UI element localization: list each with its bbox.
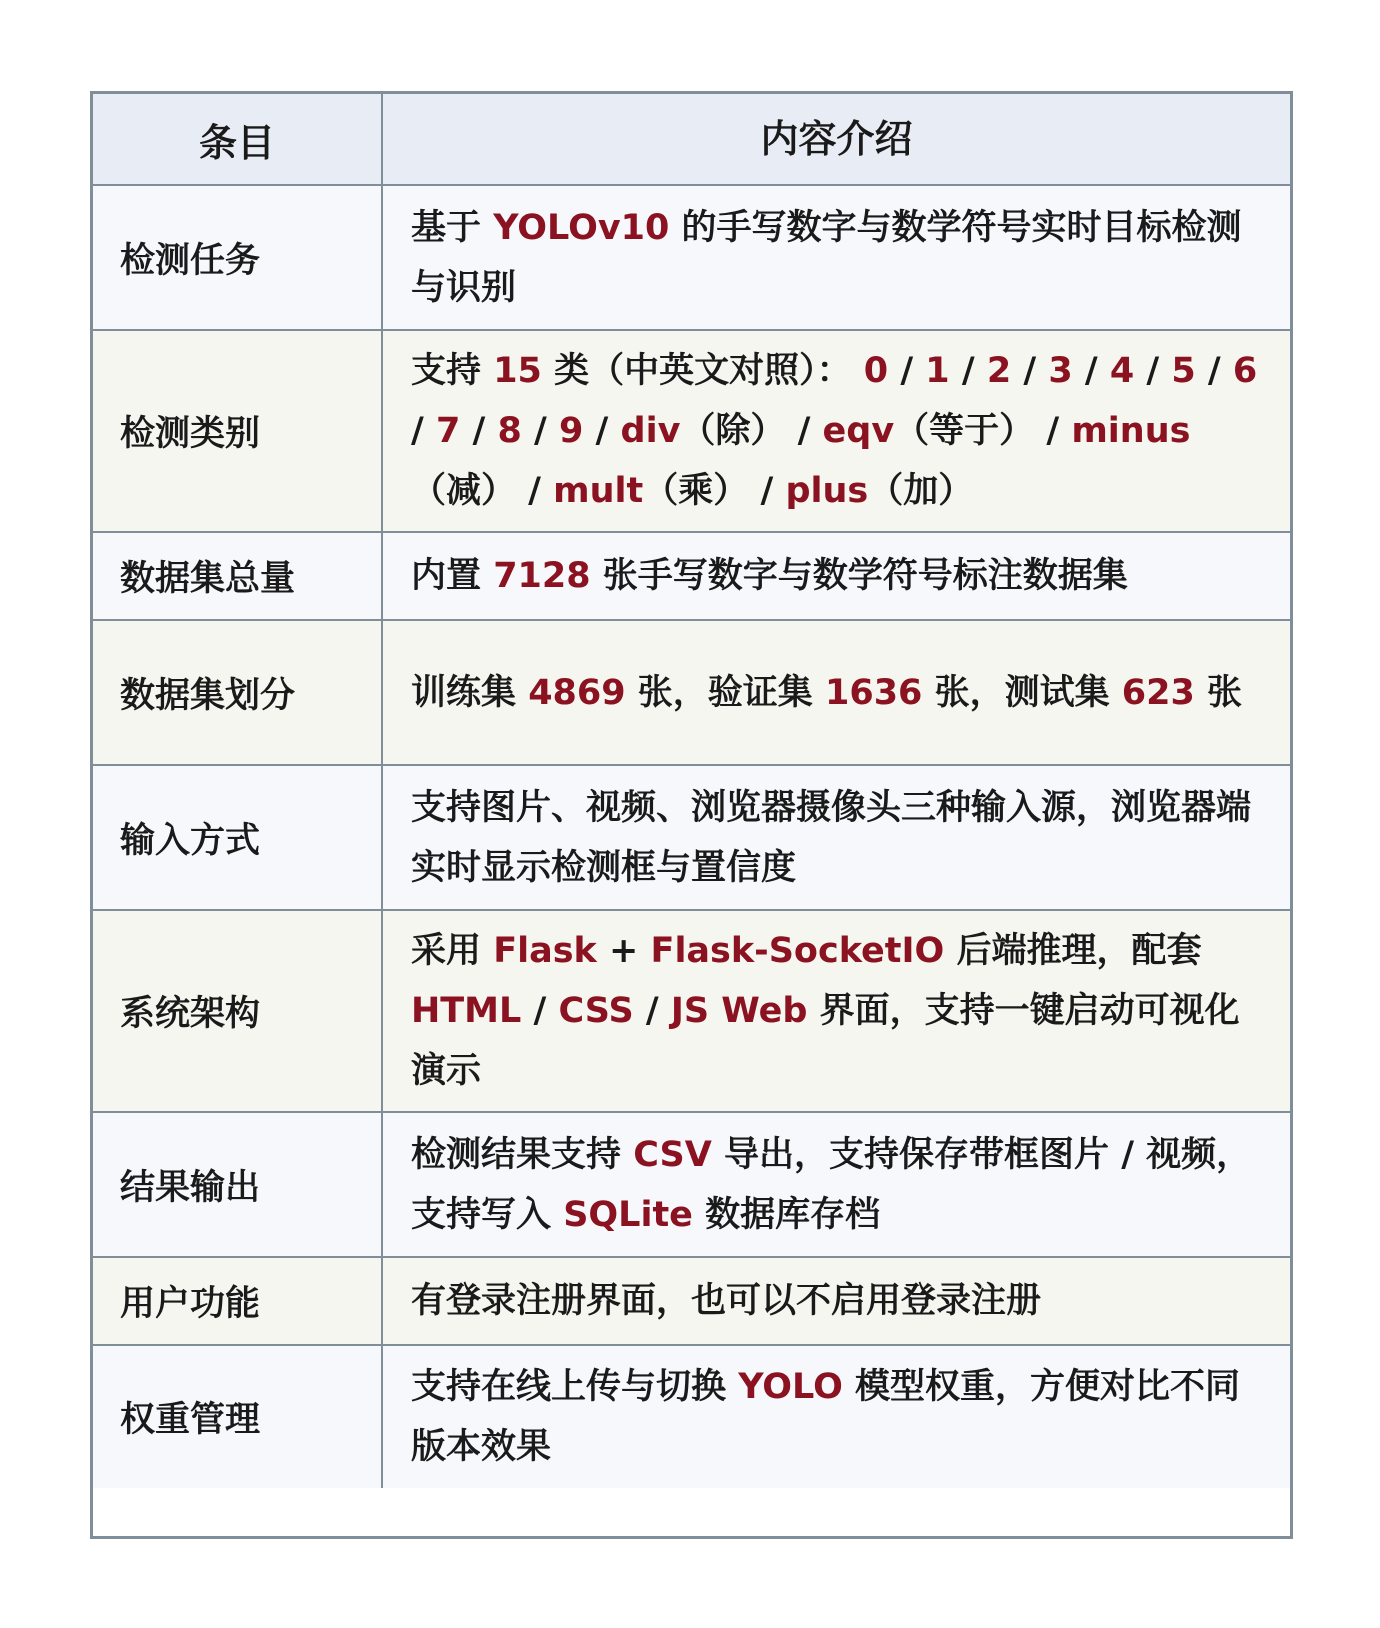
row-content xyxy=(383,1258,1290,1344)
header-col-item: 条目 xyxy=(93,94,383,184)
table-row xyxy=(93,1258,1290,1346)
row-content xyxy=(383,766,1290,909)
content-text: （减） / xyxy=(411,471,554,511)
row-content xyxy=(383,1346,1290,1488)
content-text: 有登录注册界面，也可以不启用登录注册 xyxy=(411,1281,1042,1321)
content-text: 导出，支持保存带框图片 / 视频，支持写入 xyxy=(411,1134,1252,1235)
row-label: 数据集总量 xyxy=(93,533,383,619)
highlight-text: 4869 xyxy=(528,672,626,713)
row-content xyxy=(383,533,1290,619)
row-label: 系统架构 xyxy=(93,911,383,1111)
table-row xyxy=(93,186,1290,331)
row-content-text xyxy=(411,1271,1041,1331)
row-label: 输入方式 xyxy=(93,766,383,909)
highlight-text: 15 xyxy=(493,351,542,391)
row-label: 结果输出 xyxy=(93,1113,383,1256)
row-content-text xyxy=(411,198,1264,318)
highlight-text: CSV xyxy=(633,1134,712,1175)
row-content-text xyxy=(411,546,1128,606)
row-label: 权重管理 xyxy=(93,1346,383,1488)
highlight-text: 0 xyxy=(863,351,889,391)
highlight-text: 7 xyxy=(435,411,461,451)
header-col-description: 内容介绍 xyxy=(760,117,913,161)
highlight-text: YOLO xyxy=(738,1367,843,1407)
row-content-text xyxy=(411,921,1264,1101)
content-text: 支持在线上传与切换 xyxy=(411,1367,739,1407)
table-row xyxy=(93,1346,1290,1488)
highlight-text: 9 xyxy=(559,411,584,451)
highlight-text: 6 xyxy=(1232,351,1258,391)
content-text: 模型权重，方便对比不同版本效果 xyxy=(411,1367,1241,1467)
row-content-text xyxy=(411,1125,1264,1245)
content-text: 基于 xyxy=(411,207,494,248)
content-text: / xyxy=(1072,351,1110,391)
content-text: （除） / xyxy=(680,411,823,451)
content-text: / xyxy=(1195,351,1233,391)
row-content xyxy=(383,186,1290,329)
row-content xyxy=(383,1113,1290,1256)
content-text: （加） xyxy=(868,471,974,511)
table-row xyxy=(93,331,1290,533)
highlight-text: 3 xyxy=(1048,351,1073,391)
content-text: / xyxy=(521,991,559,1031)
content-text: （乘） / xyxy=(643,471,786,511)
table-header-row xyxy=(93,94,1290,186)
content-text: / xyxy=(521,411,559,451)
highlight-text: 1636 xyxy=(824,672,923,713)
content-text: 内置 xyxy=(411,556,494,596)
highlight-text: YOLOv10 xyxy=(493,207,670,248)
content-text: 采用 xyxy=(411,931,494,971)
row-content-text xyxy=(411,778,1264,898)
highlight-text: mult xyxy=(553,471,644,511)
highlight-text: Flask xyxy=(493,931,597,971)
highlight-text: HTML xyxy=(411,991,522,1031)
content-text: / xyxy=(460,411,498,451)
content-text: 张手写数字与数学符号标注数据集 xyxy=(590,556,1128,596)
highlight-text: 4 xyxy=(1109,351,1135,391)
content-text: （等于） / xyxy=(894,411,1072,451)
content-text: / xyxy=(888,351,926,391)
content-text: 张，验证集 xyxy=(625,672,825,713)
table-row xyxy=(93,766,1290,911)
row-content xyxy=(383,331,1290,531)
content-text: 张 xyxy=(1194,672,1243,713)
row-label: 检测任务 xyxy=(93,186,383,329)
highlight-text: 7128 xyxy=(493,556,591,596)
row-content xyxy=(383,621,1290,764)
table-row xyxy=(93,621,1290,766)
content-text: / xyxy=(1134,351,1172,391)
content-text: / xyxy=(411,411,436,451)
row-label: 检测类别 xyxy=(93,331,383,531)
content-text: / xyxy=(633,991,671,1031)
highlight-text: eqv xyxy=(822,411,895,451)
content-text: 界面，支持一键启动可视化演示 xyxy=(411,991,1240,1091)
highlight-text: 1 xyxy=(925,351,950,391)
highlight-text: JS Web xyxy=(670,991,808,1031)
row-content-text xyxy=(411,1357,1264,1477)
content-text: / xyxy=(949,351,987,391)
content-text: 张，测试集 xyxy=(922,672,1122,713)
table-row xyxy=(93,911,1290,1113)
row-content-text xyxy=(411,341,1264,521)
highlight-text: SQLite xyxy=(563,1194,693,1235)
content-text: 数据库存档 xyxy=(692,1194,881,1235)
content-text: 的手写数字与数学符号实时目标检测与识别 xyxy=(411,207,1242,308)
row-content xyxy=(383,911,1290,1111)
content-text: / xyxy=(583,411,621,451)
feature-table xyxy=(90,91,1293,1539)
content-text: + xyxy=(596,931,651,971)
content-text: / xyxy=(1011,351,1049,391)
highlight-text: Flask-SocketIO xyxy=(650,931,945,971)
highlight-text: 623 xyxy=(1121,672,1195,713)
content-text: 类（中英文对照）： xyxy=(541,351,864,391)
highlight-text: minus xyxy=(1071,411,1191,451)
highlight-text: div xyxy=(620,411,681,451)
row-content-text xyxy=(411,663,1242,723)
table-row xyxy=(93,1113,1290,1258)
content-text: 支持 xyxy=(411,351,494,391)
content-text: 后端推理，配套 xyxy=(944,931,1202,971)
highlight-text: 8 xyxy=(497,411,522,451)
highlight-text: 2 xyxy=(986,351,1012,391)
highlight-text: 5 xyxy=(1171,351,1196,391)
content-text: 支持图片、视频、浏览器摄像头三种输入源，浏览器端实时显示检测框与置信度 xyxy=(411,787,1252,888)
content-text: 检测结果支持 xyxy=(411,1134,634,1175)
highlight-text: plus xyxy=(785,471,869,511)
highlight-text: CSS xyxy=(558,991,634,1031)
row-label: 数据集划分 xyxy=(93,621,383,764)
row-label: 用户功能 xyxy=(93,1258,383,1344)
table-row xyxy=(93,533,1290,621)
content-text: 训练集 xyxy=(411,672,529,713)
